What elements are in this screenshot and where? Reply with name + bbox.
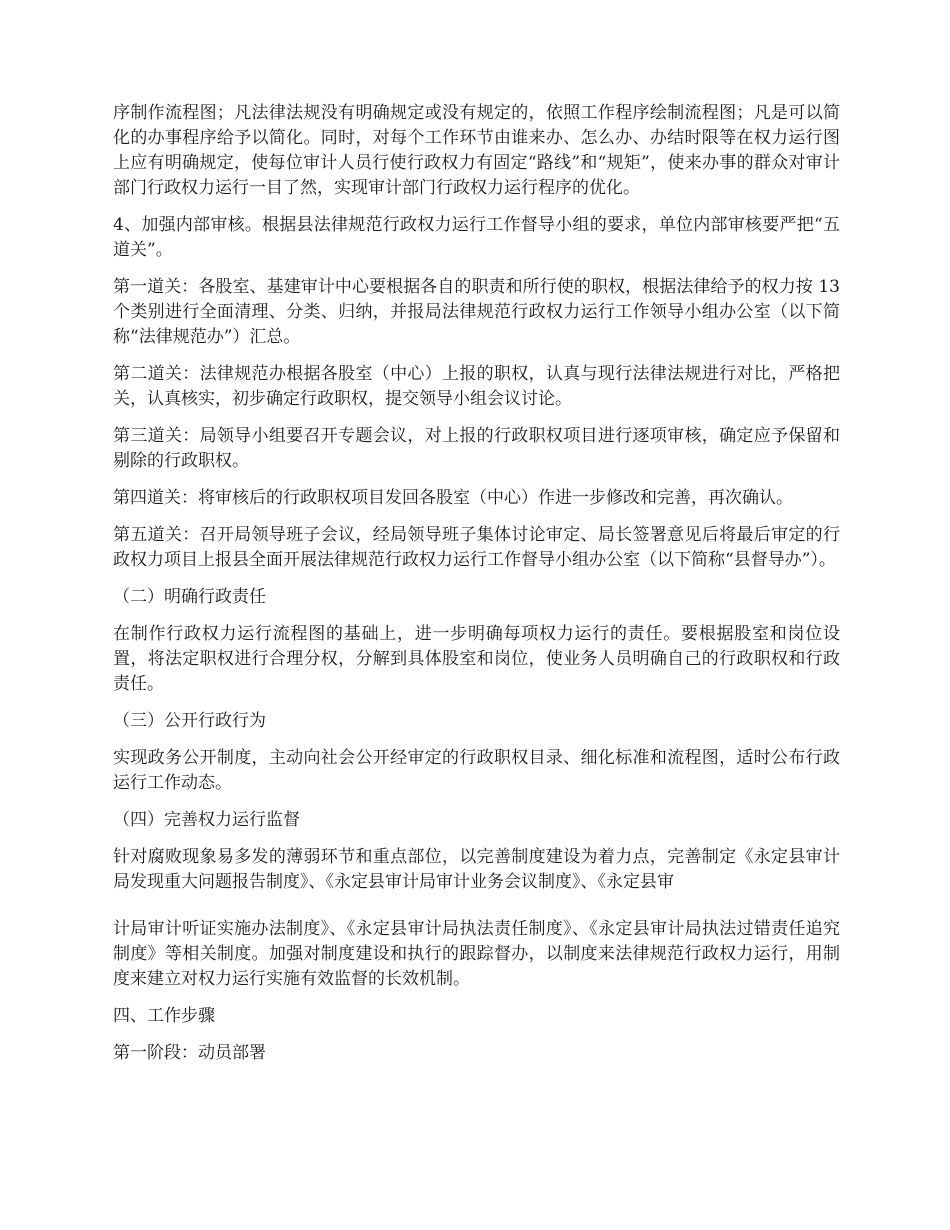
section-heading-public-actions: （三）公开行政行为 — [113, 711, 266, 731]
section-heading-supervision: （四）完善权力运行监督 — [113, 810, 300, 830]
paragraph-public-actions: 实现政务公开制度，主动向社会公开经审定的行政职权目录、细化标准和流程图，适时公布行政运行工作动态。 — [113, 748, 840, 793]
paragraph-checkpoint-3: 第三道关：局领导小组要召开专题会议，对上报的行政职权项目进行逐项审核，确定应予保留和剔除的行政职权。 — [113, 426, 840, 471]
paragraph-process-optimization: 序制作流程图；凡法律法规没有明确规定或没有规定的，依照工作程序绘制流程图；凡是可以简化的办事程序给予以简化。同时，对每个工作环节由谁来办、怎么办、办结时限等在权力运行图上应有明确规定，使每位审计人员行使行政权力有固定“路线”和“规矩”，使来办事的群众对审计部门行政权力运行一目了然，实现审计部门行政权力运行程序的优化。 — [113, 103, 840, 198]
paragraph-internal-review: 4、加强内部审核。根据县法律规范行政权力运行工作督导小组的要求，单位内部审核要严把“五道关”。 — [113, 215, 840, 260]
paragraph-checkpoint-4: 第四道关：将审核后的行政职权项目发回各股室（中心）作进一步修改和完善，再次确认。 — [113, 488, 793, 508]
paragraph-supervision-part-1: 针对腐败现象易多发的薄弱环节和重点部位，以完善制度建设为着力点，完善制定《永定县审计局发现重大问题报告制度》、《永定县审计局审计业务会议制度》、《永定县审 — [113, 847, 840, 892]
paragraph-checkpoint-1: 第一道关：各股室、基建审计中心要根据各自的职责和所行使的职权，根据法律给予的权力按 13 个类别进行全面清理、分类、归纳，并报局法律规范行政权力运行工作领导小组办公室（以下简称“法律规范办”）汇总。 — [113, 277, 840, 347]
paragraph-phase-one: 第一阶段：动员部署 — [113, 1043, 266, 1063]
section-heading-work-steps: 四、工作步骤 — [113, 1006, 215, 1026]
paragraph-responsibility: 在制作行政权力运行流程图的基础上，进一步明确每项权力运行的责任。要根据股室和岗位设置，将法定职权进行合理分权，分解到具体股室和岗位，使业务人员明确自己的行政职权和行政责任。 — [113, 624, 840, 694]
paragraph-checkpoint-5: 第五道关：召开局领导班子会议，经局领导班子集体讨论审定、局长签署意见后将最后审定的行政权力项目上报县全面开展法律规范行政权力运行工作督导小组办公室（以下简称“县督导办”）。 — [113, 525, 840, 570]
section-heading-responsibility: （二）明确行政责任 — [113, 587, 266, 607]
paragraph-checkpoint-2: 第二道关：法律规范办根据各股室（中心）上报的职权，认真与现行法律法规进行对比，严格把关，认真核实，初步确定行政职权，提交领导小组会议讨论。 — [113, 364, 840, 409]
document-page — [113, 101, 840, 1078]
paragraph-supervision-part-2: 计局审计听证实施办法制度》、《永定县审计局执法责任制度》、《永定县审计局执法过错责任追究制度》等相关制度。加强对制度建设和执行的跟踪督办，以制度来法律规范行政权力运行，用制度来建立对权力运行实施有效监督的长效机制。 — [113, 919, 840, 989]
